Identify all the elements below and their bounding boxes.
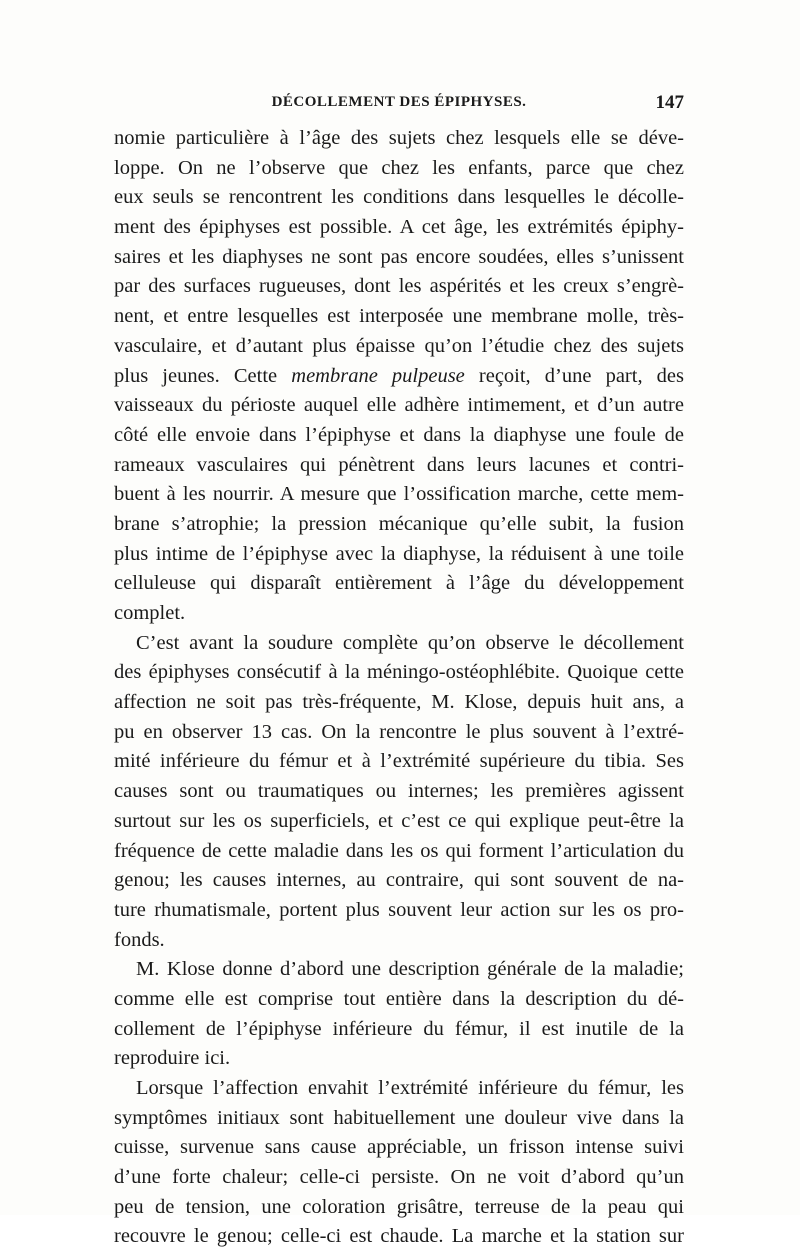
text-line bbox=[114, 1163, 684, 1193]
text-line-segment: recouvre le genou; celle-ci est chaude. La marche et la station sur bbox=[114, 1225, 684, 1248]
text-line-segment: reproduire ici. bbox=[114, 1047, 231, 1070]
text-line bbox=[114, 540, 684, 570]
text-line bbox=[114, 688, 684, 718]
text-line-segment: comme elle est comprise tout entière dans la description du dé- bbox=[114, 987, 684, 1010]
text-line-segment: genou; les causes internes, au contraire, qui sont souvent de na- bbox=[114, 869, 684, 892]
text-line-segment: ment des épiphyses est possible. A cet âge, les extrémités épiphy- bbox=[114, 216, 684, 239]
text-line bbox=[114, 302, 684, 332]
text-line-segment: celluleuse qui disparaît entièrement à l’âge du développement bbox=[114, 572, 684, 595]
text-line-segment: reçoit, d’une part, des bbox=[464, 364, 684, 387]
text-line bbox=[114, 985, 684, 1015]
text-line-segment: collement de l’épiphyse inférieure du fémur, il est inutile de la bbox=[114, 1017, 684, 1040]
running-title: DÉCOLLEMENT DES ÉPIPHYSES. bbox=[271, 94, 527, 110]
text-line-segment: complet. bbox=[114, 602, 186, 624]
text-line-segment: nent, et entre lesquelles est interposée une membrane molle, très- bbox=[114, 305, 684, 328]
text-line-segment: M. Klose donne d’abord une description générale de la maladie; bbox=[136, 958, 684, 981]
text-line bbox=[114, 866, 684, 896]
text-line-segment: fréquence de cette maladie dans les os qui forment l’articulation du bbox=[114, 839, 684, 862]
text-line-segment: buent à les nourrir. A mesure que l’ossification marche, cette mem- bbox=[114, 483, 684, 506]
italic-phrase: membrane pulpeuse bbox=[291, 364, 465, 387]
text-line-segment: causes sont ou traumatiques ou internes; les premières agissent bbox=[114, 780, 684, 803]
text-line bbox=[114, 629, 684, 659]
text-line-segment: C’est avant la soudure complète qu’on observe le décollement bbox=[136, 631, 684, 654]
text-line bbox=[114, 510, 684, 540]
text-line bbox=[114, 926, 684, 956]
text-line bbox=[114, 1193, 684, 1223]
text-line-segment: rameaux vasculaires qui pénètrent dans leurs lacunes et contri- bbox=[114, 453, 684, 476]
text-line bbox=[114, 747, 684, 777]
text-line-segment: Lorsque l’affection envahit l’extrémité inférieure du fémur, les bbox=[136, 1077, 684, 1099]
page-number: 147 bbox=[655, 92, 684, 113]
text-line bbox=[114, 1133, 684, 1163]
text-line bbox=[114, 777, 684, 807]
text-line-segment: ture rhumatismale, portent plus souvent leur action sur les os pro- bbox=[114, 898, 684, 921]
text-line bbox=[114, 391, 684, 421]
text-line bbox=[114, 243, 684, 273]
text-line bbox=[114, 154, 684, 184]
text-line-segment: pu en observer 13 cas. On la rencontre le plus souvent à l’extré- bbox=[114, 720, 684, 743]
text-line bbox=[114, 332, 684, 362]
text-line bbox=[114, 183, 684, 213]
text-line bbox=[114, 1015, 684, 1045]
text-line bbox=[114, 362, 684, 392]
text-line bbox=[114, 837, 684, 867]
text-line bbox=[114, 807, 684, 837]
text-line bbox=[114, 718, 684, 748]
text-line-segment: fonds. bbox=[114, 928, 165, 951]
text-line-segment: d’une forte chaleur; celle-ci persiste. On ne voit d’abord qu’un bbox=[114, 1166, 684, 1189]
text-line-segment: affection ne soit pas très-fréquente, M. Klose, depuis huit ans, a bbox=[114, 691, 684, 714]
text-line bbox=[114, 480, 684, 510]
text-line bbox=[114, 1104, 684, 1134]
text-line bbox=[114, 955, 684, 985]
text-line bbox=[114, 451, 684, 481]
text-line-segment: vasculaire, et d’autant plus épaisse qu’on l’étudie chez des sujets bbox=[114, 334, 684, 357]
body-text bbox=[114, 124, 684, 1252]
text-line-segment: surtout sur les os superficiels, et c’est ce qui explique peut-être la bbox=[114, 809, 684, 832]
text-line bbox=[114, 1222, 684, 1252]
text-line bbox=[114, 1044, 684, 1074]
text-line-segment: plus jeunes. Cette bbox=[114, 364, 292, 387]
text-line-segment: nomie particulière à l’âge des sujets chez lesquels elle se déve- bbox=[114, 127, 684, 149]
text-line bbox=[114, 272, 684, 302]
text-line-segment: mité inférieure du fémur et à l’extrémité supérieure du tibia. Ses bbox=[114, 750, 684, 773]
running-head bbox=[114, 94, 684, 120]
text-line-segment: symptômes initiaux sont habituellement une douleur vive dans la bbox=[114, 1106, 684, 1129]
text-line bbox=[114, 213, 684, 243]
text-line bbox=[114, 1074, 684, 1104]
text-line bbox=[114, 896, 684, 926]
text-line-segment: par des surfaces rugueuses, dont les aspérités et les creux s’engrè- bbox=[114, 275, 684, 298]
text-line-segment: brane s’atrophie; la pression mécanique qu’elle subit, la fusion bbox=[114, 512, 684, 535]
text-line bbox=[114, 658, 684, 688]
text-line bbox=[114, 569, 684, 599]
text-line-segment: des épiphyses consécutif à la méningo-ostéophlébite. Quoique cette bbox=[114, 661, 684, 684]
text-line-segment: plus intime de l’épiphyse avec la diaphyse, la réduisent à une toile bbox=[114, 542, 684, 565]
text-line-segment: cuisse, survenue sans cause appréciable, un frisson intense suivi bbox=[114, 1136, 684, 1159]
text-line-segment: vaisseaux du périoste auquel elle adhère intimement, et d’un autre bbox=[114, 394, 684, 417]
text-line-segment: peu de tension, une coloration grisâtre, terreuse de la peau qui bbox=[114, 1195, 684, 1218]
text-line bbox=[114, 599, 684, 629]
text-line-segment: eux seuls se rencontrent les conditions dans lesquelles le décolle- bbox=[114, 186, 684, 209]
text-line bbox=[114, 124, 684, 154]
text-line-segment: loppe. On ne l’observe que chez les enfants, parce que chez bbox=[114, 156, 684, 179]
text-line bbox=[114, 421, 684, 451]
text-line-segment: saires et les diaphyses ne sont pas encore soudées, elles s’unissent bbox=[114, 245, 684, 268]
text-line-segment: côté elle envoie dans l’épiphyse et dans la diaphyse une foule de bbox=[114, 423, 684, 446]
